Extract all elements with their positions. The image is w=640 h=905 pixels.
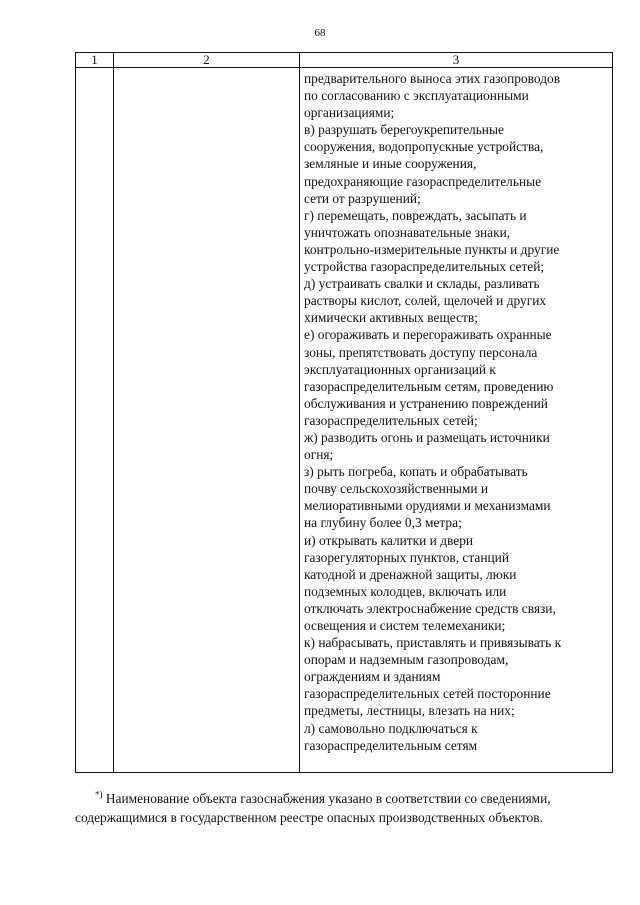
text-line: отключать электроснабжение средств связи, [304,600,556,616]
column-header-2: 2 [114,53,300,68]
text-line: уничтожать опознавательные знаки, [304,224,511,240]
text-line: и) открывать калитки и двери [304,532,474,548]
cell-col-3 [300,68,613,773]
text-line: з) рыть погреба, копать и обрабатывать [304,464,528,480]
column-header-1: 1 [76,53,114,68]
text-line: предварительного выноса этих газопроводов [304,71,561,86]
cell-col-1 [76,68,114,773]
text-line: обслуживания и устранению повреждений [304,395,548,411]
text-line: растворы кислот, солей, щелочей и других [304,293,547,309]
text-line: д) устраивать свалки и склады, разливать [304,276,540,292]
text-line: газорегуляторных пунктов, станций [304,549,510,565]
text-line: ограждениям и зданиям [304,669,441,685]
text-line: л) самовольно подключаться к [304,720,478,736]
document-table [75,52,613,773]
text-line: устройства газораспределительных сетей; [304,259,545,275]
text-line: в) разрушать берегоукрепительные [304,122,504,138]
text-line: эксплуатационных организаций к [304,361,496,377]
text-line: ж) разводить огонь и размещать источники [304,429,550,445]
text-line: е) огораживать и перегораживать охранные [304,327,552,343]
table-header-row [76,53,613,68]
text-line: предметы, лестницы, влезать на них; [304,703,515,719]
text-line: г) перемещать, повреждать, засыпать и [304,207,527,223]
text-line: сети от разрушений; [304,190,421,206]
text-line: по согласованию с эксплуатационными [304,88,529,104]
text-line: огня; [304,447,334,463]
text-line: к) набрасывать, приставлять и привязывать к [304,635,562,651]
text-line: на глубину более 0,3 метра; [304,515,462,531]
text-line: зоны, препятствовать доступу персонала [304,344,538,360]
column-header-3: 3 [300,53,613,68]
footnote-text-1: Наименование объекта газоснабжения указано в соответствии со сведениями, [105,791,551,806]
text-line: организациями; [304,105,395,121]
text-line: газораспределительным сетям [304,737,478,753]
text-line: контрольно-измерительные пункты и другие [304,241,560,257]
text-line: предохраняющие газораспределительные [304,173,542,189]
text-line: химически активных веществ; [304,310,478,326]
footnote-line-1 [75,789,612,808]
text-line: земляные и иные сооружения, [304,156,477,172]
cell-col-2 [114,68,300,773]
text-line: сооружения, водопропускные устройства, [304,139,544,155]
text-line: подземных колодцев, включать или [304,583,507,599]
text-line: катодной и дренажной защиты, люки [304,566,517,582]
footnote-marker: *) [95,789,103,800]
table-row [76,68,613,773]
text-line: мелиоративными орудиями и механизмами [304,498,551,514]
text-line: газораспределительных сетей; [304,412,478,428]
text-line: освещения и систем телемеханики; [304,618,506,633]
page-number: 68 [314,27,326,39]
text-line: газораспределительных сетей посторонние [304,686,551,702]
footnote [75,789,612,827]
cell-col-3-text [300,68,612,754]
text-line: газораспределительным сетям, проведению [304,378,554,394]
text-line: почву сельскохозяйственными и [304,481,489,497]
footnote-line-2: содержащимися в государственном реестре опасных производственных объектов. [75,810,543,825]
text-line: опорам и надземным газопроводам, [304,652,509,668]
